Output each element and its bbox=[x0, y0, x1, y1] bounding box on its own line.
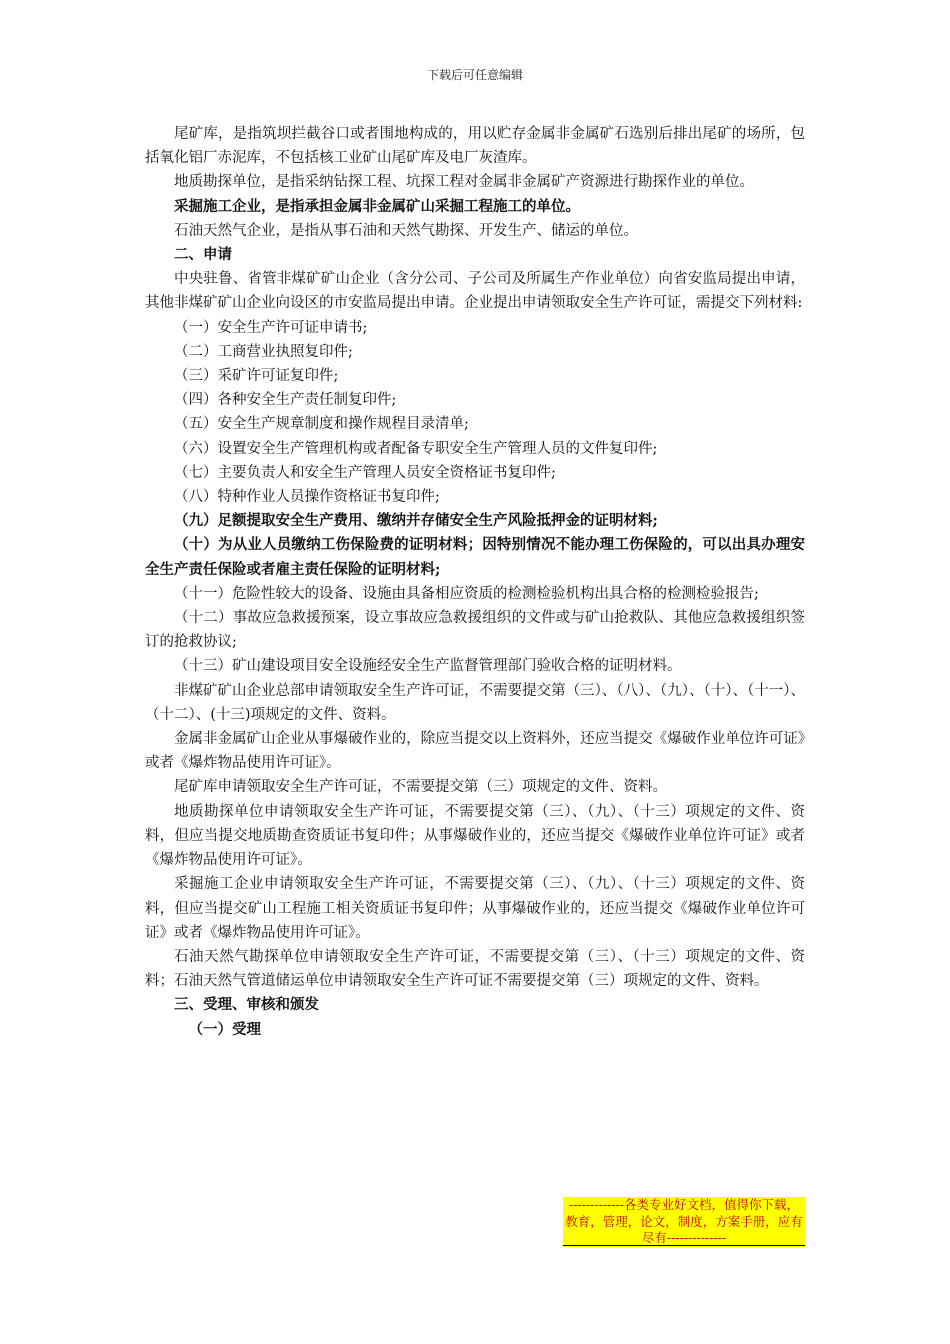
paragraph: 尾矿库申请领取安全生产许可证，不需要提交第（三）项规定的文件、资料。 bbox=[174, 779, 667, 796]
paragraph: （一）安全生产许可证申请书; bbox=[174, 319, 368, 336]
paragraph: （十一）危险性较大的设备、设施由具备相应资质的检测检验机构出具合格的检测检验报告; bbox=[174, 585, 759, 602]
paragraph: （五）安全生产规章制度和操作规程目录清单; bbox=[174, 416, 469, 433]
paragraph: 非煤矿矿山企业总部申请领取安全生产许可证，不需要提交第（三）、（八）、（九）、（十）、（十一）、（十二）、(十三)项规定的文件、资料。 bbox=[145, 682, 805, 723]
paragraph: （十二）事故应急救援预案，设立事故应急救援组织的文件或与矿山抢救队、其他应急救援组织签订的抢救协议; bbox=[145, 610, 805, 651]
paragraph: 采掘施工企业，是指承担金属非金属矿山采掘工程施工的单位。 bbox=[174, 197, 580, 215]
paragraph: 石油天然气勘探单位申请领取安全生产许可证，不需要提交第（三）、（十三）项规定的文件、资料；石油天然气管道储运单位申请领取安全生产许可证不需要提交第（三）项规定的文件、资料。 bbox=[145, 948, 805, 990]
footer-promo-text: -------------各类专业好文档，值得你下载，教育，管理，论文，制度，方案手册，应有尽有-------------- bbox=[563, 1197, 805, 1247]
paragraph: （四）各种安全生产责任制复印件; bbox=[174, 392, 397, 409]
paragraph: 地质勘探单位申请领取安全生产许可证，不需要提交第（三）、（九）、（十三）项规定的文件、资料，但应当提交地质勘查资质证书复印件；从事爆破作业的，还应当提交《爆破作业单位许可证》或者《爆炸物品使用许可证》。 bbox=[145, 803, 805, 869]
document-body bbox=[145, 122, 805, 1042]
paragraph: （十）为从业人员缴纳工伤保险费的证明材料；因特别情况不能办理工伤保险的，可以出具办理安全生产责任保险或者雇主责任保险的证明材料; bbox=[145, 536, 805, 578]
paragraph: 中央驻鲁、省管非煤矿矿山企业（含分公司、子公司及所属生产作业单位）向省安监局提出申请，其他非煤矿矿山企业向设区的市安监局提出申请。企业提出申请领取安全生产许可证，需提交下列材料: bbox=[145, 271, 805, 312]
paragraph: 二、申请 bbox=[174, 246, 232, 264]
paragraph: 地质勘探单位，是指采纳钻探工程、坑探工程对金属非金属矿产资源进行勘探作业的单位。 bbox=[174, 174, 754, 191]
paragraph: （八）特种作业人员操作资格证书复印件; bbox=[174, 489, 440, 506]
paragraph: （一）受理 bbox=[188, 1020, 261, 1038]
footer-divider bbox=[563, 1245, 805, 1246]
paragraph: （二）工商营业执照复印件; bbox=[174, 343, 353, 360]
paragraph: 三、受理、审核和颁发 bbox=[174, 996, 319, 1014]
paragraph: 尾矿库，是指筑坝拦截谷口或者围地构成的，用以贮存金属非金属矿石选别后排出尾矿的场所，包括氧化铝厂赤泥库，不包括核工业矿山尾矿库及电厂灰渣库。 bbox=[145, 126, 805, 167]
paragraph: 采掘施工企业申请领取安全生产许可证，不需要提交第（三）、（九）、（十三）项规定的文件、资料，但应当提交矿山工程施工相关资质证书复印件；从事爆破作业的，还应当提交《爆破作业单位许可证》或者《爆炸物品使用许可证》。 bbox=[145, 876, 805, 941]
paragraph: 石油天然气企业，是指从事石油和天然气勘探、开发生产、储运的单位。 bbox=[174, 222, 638, 239]
paragraph: （六）设置安全生产管理机构或者配备专职安全生产管理人员的文件复印件; bbox=[174, 440, 658, 457]
paragraph: （三）采矿许可证复印件; bbox=[174, 368, 339, 385]
paragraph: （九）足额提取安全生产费用、缴纳并存储安全生产风险抵押金的证明材料; bbox=[174, 512, 658, 530]
paragraph: （七）主要负责人和安全生产管理人员安全资格证书复印件; bbox=[174, 464, 556, 481]
paragraph: （十三）矿山建设项目安全设施经安全生产监督管理部门验收合格的证明材料。 bbox=[174, 658, 682, 675]
paragraph: 金属非金属矿山企业从事爆破作业的，除应当提交以上资料外，还应当提交《爆破作业单位许可证》或者《爆炸物品使用许可证》。 bbox=[145, 731, 805, 772]
page-header: 下载后可任意编辑 bbox=[426, 68, 523, 82]
